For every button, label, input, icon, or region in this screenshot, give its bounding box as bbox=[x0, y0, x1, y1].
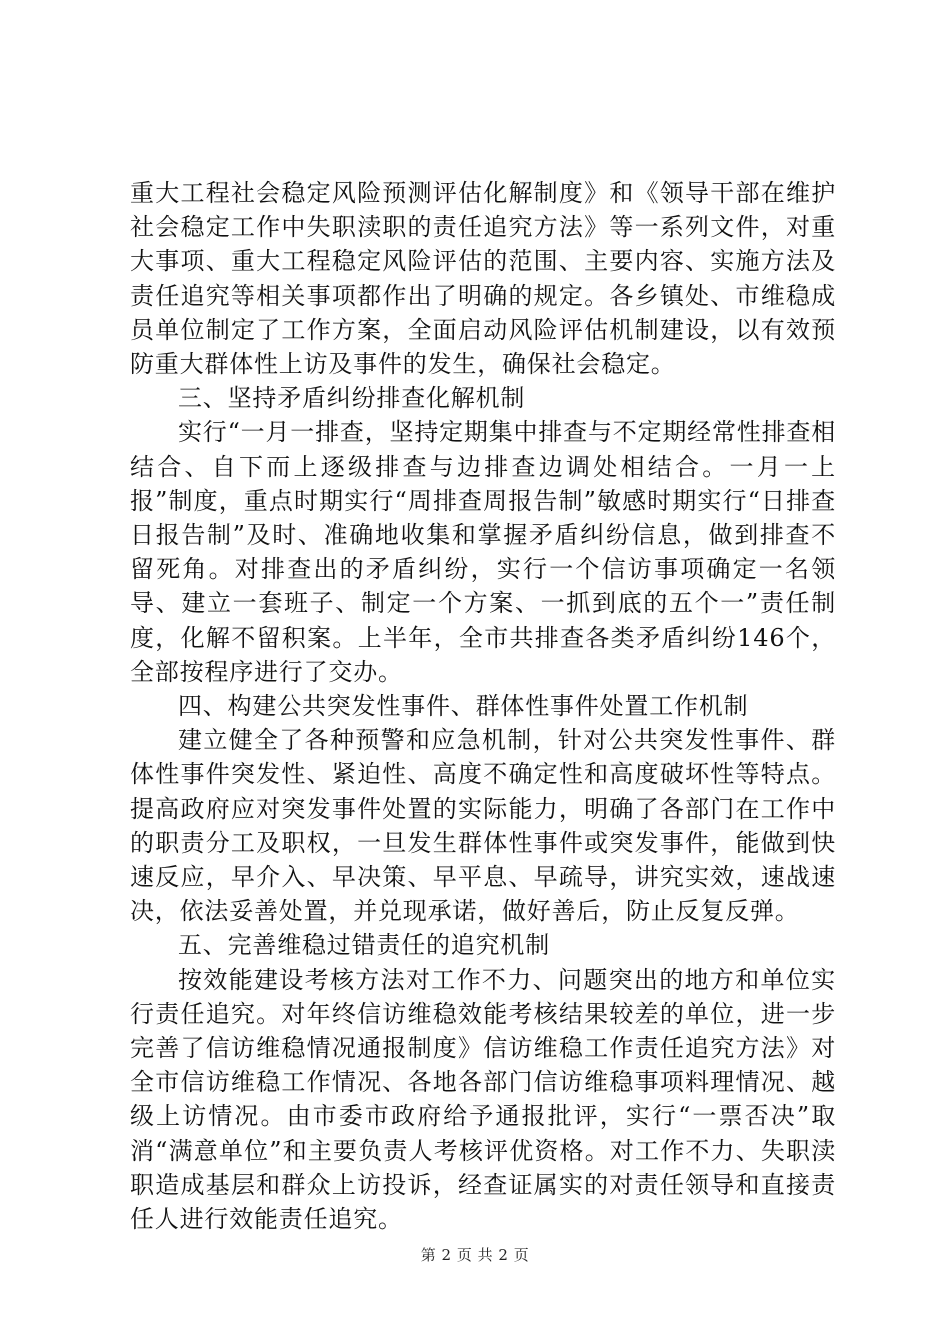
paragraph-section-4: 建立健全了各种预警和应急机制，针对公共突发性事件、群体性事件突发性、紧迫性、高度不确定性和高度破坏性等特点。提高政府应对突发事件处置的实际能力，明确了各部门在工作中的职责分工及职权，一旦发生群体性事件或突发事件，能做到快速反应，早介入、早决策、早平息、早疏导，讲究实效，速战速决，依法妥善处置，并兑现承诺，做好善后，防止反复反弹。 bbox=[130, 726, 836, 926]
paragraph-section-5: 按效能建设考核方法对工作不力、问题突出的地方和单位实行责任追究。对年终信访维稳效能考核结果较差的单位，进一步完善了信访维稳情况通报制度》信访维稳工作责任追究方法》对全市信访维稳工作情况、各地各部门信访维稳事项料理情况、越级上访情况。由市委市政府给予通报批评，实行“一票否决”取消“满意单位”和主要负责人考核评优资格。对工作不力、失职渎职造成基层和群众上访投诉，经查证属实的对责任领导和直接责任人进行效能责任追究。 bbox=[130, 965, 836, 1234]
paragraph-continuation: 重大工程社会稳定风险预测评估化解制度》和《领导干部在维护社会稳定工作中失职渎职的责任追究方法》等一系列文件，对重大事项、重大工程稳定风险评估的范围、主要内容、实施方法及责任追究等相关事项都作出了明确的规定。各乡镇处、市维稳成员单位制定了工作方案，全面启动风险评估机制建设，以有效预防重大群体性上访及事件的发生，确保社会稳定。 bbox=[130, 179, 836, 379]
page-number-footer: 第 2 页 共 2 页 bbox=[420, 1246, 530, 1264]
paragraph-section-3: 实行“一月一排查，坚持定期集中排查与不定期经常性排查相结合、自下而上逐级排查与边排查边调处相结合。一月一上报”制度，重点时期实行“周排查周报告制”敏感时期实行“日排查日报告制”及时、准确地收集和掌握矛盾纠纷信息，做到排查不留死角。对排查出的矛盾纠纷，实行一个信访事项确定一名领导、建立一套班子、制定一个方案、一抓到底的五个一”责任制度，化解不留积案。上半年，全市共排查各类矛盾纠纷146个，全部按程序进行了交办。 bbox=[130, 418, 836, 686]
section-heading-4: 四、构建公共突发性事件、群体性事件处置工作机制 bbox=[178, 692, 749, 721]
document-body bbox=[130, 176, 836, 1236]
section-heading-5: 五、完善维稳过错责任的追究机制 bbox=[178, 931, 550, 960]
section-heading-3: 三、坚持矛盾纠纷排查化解机制 bbox=[178, 384, 526, 413]
